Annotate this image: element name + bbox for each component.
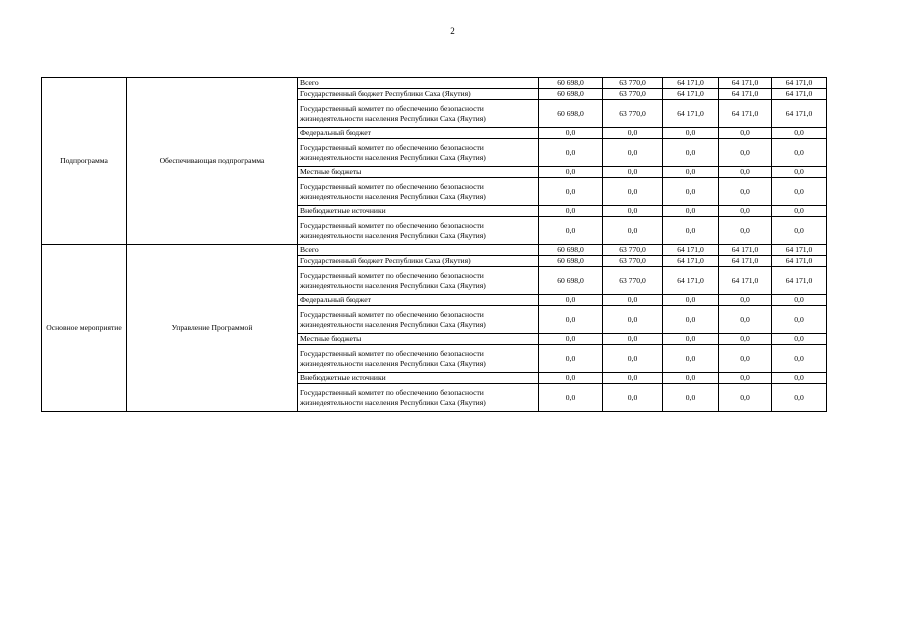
value-cell: 0,0	[772, 128, 827, 139]
value-cell: 63 770,0	[603, 78, 663, 89]
value-cell: 0,0	[719, 206, 772, 217]
value-cell: 0,0	[603, 295, 663, 306]
row-label: Всего	[298, 245, 539, 256]
value-cell: 0,0	[772, 295, 827, 306]
row-label: Всего	[298, 78, 539, 89]
value-cell: 63 770,0	[603, 89, 663, 100]
row-label: Государственный комитет по обеспечению безопасности жизнедеятельности населения Республики Саха (Якутия)	[298, 267, 539, 295]
value-cell: 0,0	[603, 206, 663, 217]
value-cell: 60 698,0	[539, 256, 603, 267]
value-cell: 64 171,0	[663, 100, 719, 128]
page-number: 2	[450, 26, 455, 36]
value-cell: 0,0	[603, 384, 663, 412]
value-cell: 0,0	[663, 373, 719, 384]
row-label: Государственный бюджет Республики Саха (Якутия)	[298, 256, 539, 267]
value-cell: 0,0	[603, 178, 663, 206]
value-cell: 64 171,0	[719, 245, 772, 256]
row-label: Федеральный бюджет	[298, 295, 539, 306]
value-cell: 60 698,0	[539, 245, 603, 256]
value-cell: 64 171,0	[772, 267, 827, 295]
row-label: Государственный комитет по обеспечению безопасности жизнедеятельности населения Республики Саха (Якутия)	[298, 100, 539, 128]
row-label: Государственный комитет по обеспечению безопасности жизнедеятельности населения Республики Саха (Якутия)	[298, 345, 539, 373]
value-cell: 0,0	[539, 178, 603, 206]
value-cell: 63 770,0	[603, 256, 663, 267]
value-cell: 64 171,0	[663, 256, 719, 267]
value-cell: 0,0	[539, 295, 603, 306]
value-cell: 0,0	[539, 334, 603, 345]
section-type: Основное мероприятие	[42, 245, 127, 412]
row-label: Государственный бюджет Республики Саха (Якутия)	[298, 89, 539, 100]
value-cell: 64 171,0	[772, 78, 827, 89]
value-cell: 0,0	[603, 334, 663, 345]
section-name: Управление Программой	[127, 245, 298, 412]
row-label: Федеральный бюджет	[298, 128, 539, 139]
value-cell: 0,0	[663, 334, 719, 345]
value-cell: 0,0	[663, 217, 719, 245]
value-cell: 0,0	[603, 373, 663, 384]
value-cell: 63 770,0	[603, 100, 663, 128]
section-name: Обеспечивающая подпрограмма	[127, 78, 298, 245]
value-cell: 0,0	[603, 167, 663, 178]
value-cell: 64 171,0	[772, 100, 827, 128]
row-label: Государственный комитет по обеспечению безопасности жизнедеятельности населения Республики Саха (Якутия)	[298, 139, 539, 167]
row-label: Государственный комитет по обеспечению безопасности жизнедеятельности населения Республики Саха (Якутия)	[298, 217, 539, 245]
value-cell: 0,0	[719, 295, 772, 306]
value-cell: 0,0	[772, 139, 827, 167]
value-cell: 0,0	[663, 139, 719, 167]
value-cell: 0,0	[772, 167, 827, 178]
value-cell: 64 171,0	[719, 100, 772, 128]
value-cell: 64 171,0	[719, 78, 772, 89]
value-cell: 0,0	[539, 345, 603, 373]
value-cell: 60 698,0	[539, 100, 603, 128]
section-type: Подпрограмма	[42, 78, 127, 245]
row-label: Государственный комитет по обеспечению безопасности жизнедеятельности населения Республики Саха (Якутия)	[298, 384, 539, 412]
value-cell: 64 171,0	[772, 256, 827, 267]
value-cell: 60 698,0	[539, 267, 603, 295]
value-cell: 64 171,0	[772, 89, 827, 100]
row-label: Государственный комитет по обеспечению безопасности жизнедеятельности населения Республики Саха (Якутия)	[298, 178, 539, 206]
value-cell: 0,0	[772, 334, 827, 345]
value-cell: 0,0	[663, 384, 719, 412]
value-cell: 64 171,0	[663, 245, 719, 256]
value-cell: 0,0	[603, 139, 663, 167]
table-row	[42, 245, 827, 256]
value-cell: 0,0	[719, 334, 772, 345]
budget-table	[41, 77, 827, 412]
value-cell: 0,0	[539, 384, 603, 412]
value-cell: 0,0	[663, 206, 719, 217]
value-cell: 0,0	[539, 373, 603, 384]
value-cell: 0,0	[663, 178, 719, 206]
value-cell: 0,0	[539, 167, 603, 178]
value-cell: 64 171,0	[719, 256, 772, 267]
value-cell: 0,0	[772, 306, 827, 334]
value-cell: 64 171,0	[719, 89, 772, 100]
row-label: Местные бюджеты	[298, 334, 539, 345]
value-cell: 0,0	[663, 128, 719, 139]
value-cell: 0,0	[719, 128, 772, 139]
value-cell: 60 698,0	[539, 78, 603, 89]
value-cell: 0,0	[719, 178, 772, 206]
value-cell: 0,0	[719, 139, 772, 167]
value-cell: 0,0	[663, 306, 719, 334]
value-cell: 0,0	[719, 217, 772, 245]
value-cell: 63 770,0	[603, 245, 663, 256]
value-cell: 0,0	[772, 217, 827, 245]
value-cell: 0,0	[539, 128, 603, 139]
row-label: Местные бюджеты	[298, 167, 539, 178]
value-cell: 0,0	[663, 167, 719, 178]
value-cell: 0,0	[772, 206, 827, 217]
table-row	[42, 78, 827, 89]
value-cell: 0,0	[772, 178, 827, 206]
value-cell: 0,0	[719, 345, 772, 373]
value-cell: 0,0	[539, 217, 603, 245]
row-label: Внебюджетные источники	[298, 373, 539, 384]
value-cell: 0,0	[772, 384, 827, 412]
value-cell: 0,0	[603, 217, 663, 245]
value-cell: 0,0	[603, 128, 663, 139]
value-cell: 64 171,0	[663, 267, 719, 295]
value-cell: 0,0	[772, 345, 827, 373]
value-cell: 0,0	[603, 345, 663, 373]
value-cell: 0,0	[772, 373, 827, 384]
value-cell: 0,0	[539, 139, 603, 167]
value-cell: 0,0	[719, 306, 772, 334]
value-cell: 60 698,0	[539, 89, 603, 100]
value-cell: 64 171,0	[719, 267, 772, 295]
value-cell: 0,0	[663, 345, 719, 373]
value-cell: 64 171,0	[772, 245, 827, 256]
value-cell: 63 770,0	[603, 267, 663, 295]
row-label: Государственный комитет по обеспечению безопасности жизнедеятельности населения Республики Саха (Якутия)	[298, 306, 539, 334]
value-cell: 0,0	[719, 167, 772, 178]
value-cell: 0,0	[603, 306, 663, 334]
row-label: Внебюджетные источники	[298, 206, 539, 217]
value-cell: 0,0	[719, 373, 772, 384]
value-cell: 64 171,0	[663, 89, 719, 100]
value-cell: 0,0	[663, 295, 719, 306]
value-cell: 0,0	[539, 306, 603, 334]
value-cell: 0,0	[719, 384, 772, 412]
value-cell: 0,0	[539, 206, 603, 217]
value-cell: 64 171,0	[663, 78, 719, 89]
